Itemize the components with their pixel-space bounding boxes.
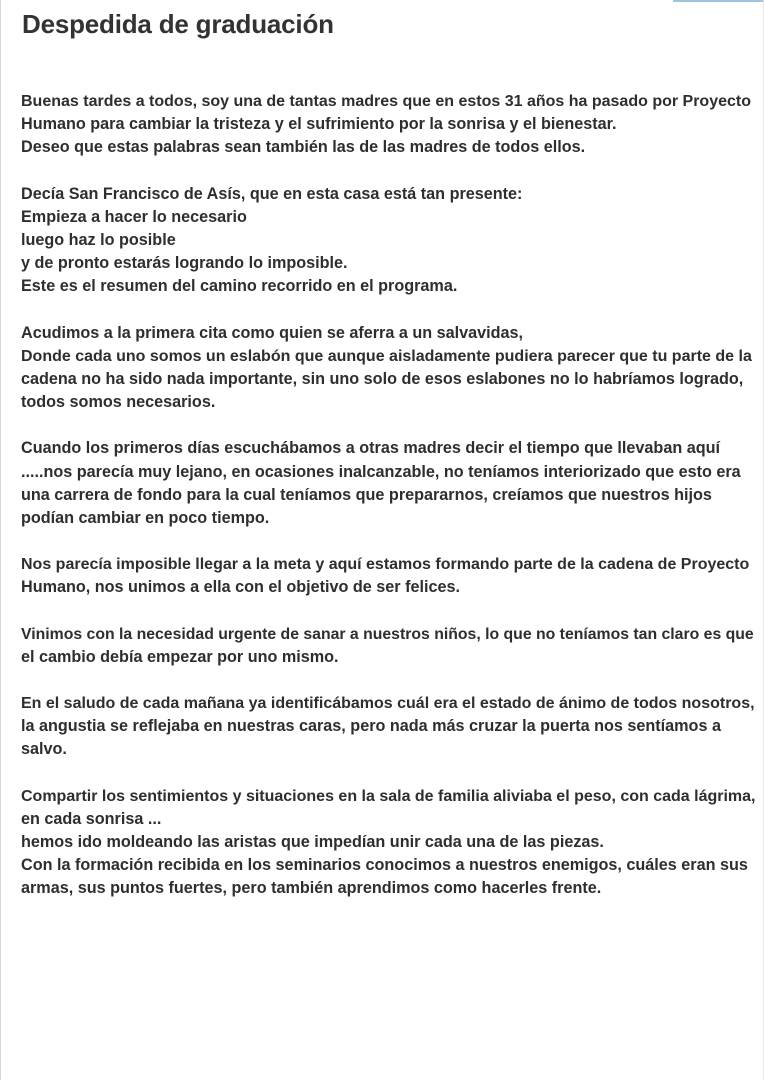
paragraph-6 xyxy=(21,623,757,669)
paragraph-4 xyxy=(21,437,757,530)
text-line: Con la formación recibida en los seminarios conocimos a nuestros enemigos, cuáles eran sus xyxy=(21,856,748,875)
text-line: en cada sonrisa ... xyxy=(21,809,162,828)
paragraph-3 xyxy=(21,322,757,415)
text-line: cadena no ha sido nada importante, sin uno solo de esos eslabones no lo habríamos logrado, xyxy=(21,370,744,389)
text-line: hemos ido moldeando las aristas que impedían unir cada una de las piezas. xyxy=(21,833,604,852)
text-line: Humano, nos unimos a ella con el objetivo de ser felices. xyxy=(21,578,460,597)
document-body xyxy=(21,90,757,924)
text-line: Cuando los primeros días escuchábamos a otras madres decir el tiempo que llevaban aquí xyxy=(21,439,720,458)
text-line: Acudimos a la primera cita como quien se aferra a un salvavidas, xyxy=(21,323,524,342)
text-line: la angustia se reflejaba en nuestras caras, pero nada más cruzar la puerta nos sentíamos a xyxy=(21,717,721,736)
text-line: Deseo que estas palabras sean también las de las madres de todos ellos. xyxy=(21,138,586,157)
text-line: Decía San Francisco de Asís, que en esta casa está tan presente: xyxy=(21,184,523,203)
paragraph-7 xyxy=(21,692,757,762)
text-line: una carrera de fondo para la cual teníamos que prepararnos, creíamos que nuestros hijos xyxy=(21,485,712,504)
text-line: armas, sus puntos fuertes, pero también aprendimos como hacerles frente. xyxy=(21,879,602,898)
document-title: Despedida de graduación xyxy=(22,9,334,39)
text-line: y de pronto estarás logrando lo imposible. xyxy=(21,254,348,273)
paragraph-8 xyxy=(21,785,757,901)
text-line: el cambio debía empezar por uno mismo. xyxy=(21,647,339,666)
text-line: Nos parecía imposible llegar a la meta y aquí estamos formando parte de la cadena de Proyecto xyxy=(21,556,750,574)
text-line: Buenas tardes a todos, soy una de tantas madres que en estos 31 años ha pasado por Proyecto xyxy=(21,93,751,110)
text-line: Humano para cambiar la tristeza y el sufrimiento por la sonrisa y el bienestar. xyxy=(21,115,617,134)
text-line: Compartir los sentimientos y situaciones en la sala de familia aliviaba el peso, con cada lágrima, xyxy=(21,787,756,805)
scan-edge-mark xyxy=(673,0,763,2)
text-line: Vinimos con la necesidad urgente de sanar a nuestros niños, lo que no teníamos tan claro es que xyxy=(21,625,754,643)
text-line: luego haz lo posible xyxy=(21,231,176,250)
text-line: Empieza a hacer lo necesario xyxy=(21,207,247,226)
paragraph-1 xyxy=(21,90,757,160)
text-line: podían cambiar en poco tiempo. xyxy=(21,509,270,528)
text-line: Donde cada uno somos un eslabón que aunque aisladamente pudiera parecer que tu parte de la xyxy=(21,347,752,365)
text-line: todos somos necesarios. xyxy=(21,393,216,412)
text-line: .....nos parecía muy lejano, en ocasiones inalcanzable, no teníamos interiorizado que esto era xyxy=(21,462,741,481)
text-line: Este es el resumen del camino recorrido en el programa. xyxy=(21,277,458,296)
text-line: salvo. xyxy=(21,740,67,759)
paragraph-5 xyxy=(21,553,757,599)
paragraph-2 xyxy=(21,183,757,299)
text-line: En el saludo de cada mañana ya identificábamos cuál era el estado de ánimo de todos nosotros, xyxy=(21,695,755,713)
